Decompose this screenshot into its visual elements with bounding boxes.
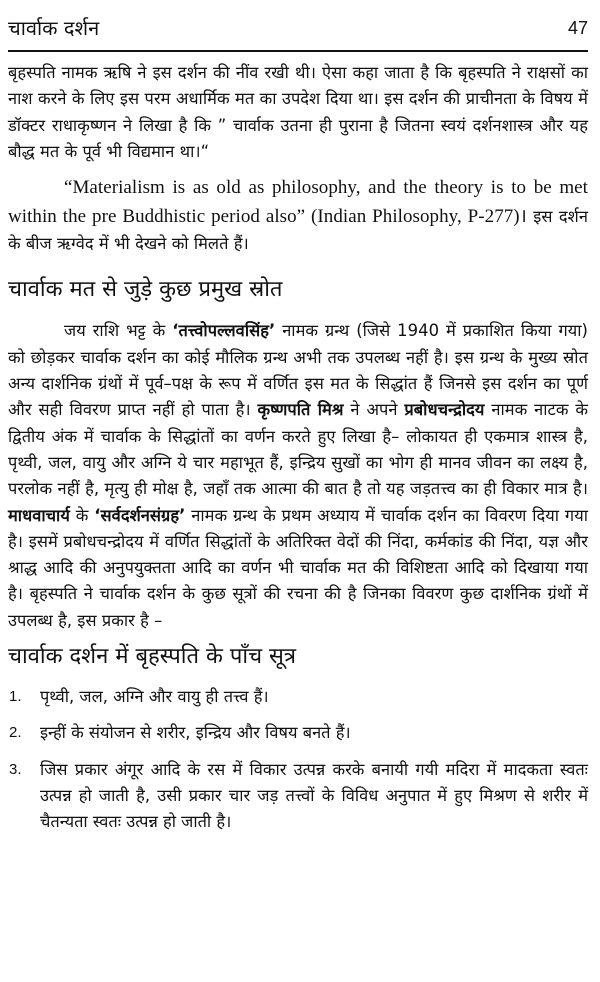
sources-text-1: जय राशि भट्ट के: [64, 321, 173, 341]
sources-bold-1: ‘तत्त्वोपल्लवसिंह’: [172, 321, 276, 341]
list-number: 2.: [9, 724, 22, 742]
sources-text-2: नामक ग्रन्थ (जिसे 1940 में प्रकाशित किया गया) को छोड़कर चार्वाक दर्शन का कोई मौलिक ग्रन्थ अभी तक उपलब्ध नहीं है। इस ग्रन्थ के मुख्य स्रोत अन्य दार्शनिक ग्रंथों में पूर्व–पक्ष के रूप में वर्णित इस मत के सिद्धांत हैं जिनसे इस दर्शन का पूर्ण और सही विवरण प्राप्त नहीं हो पाता है।: [8, 321, 588, 420]
running-title: चार्वाक दर्शन: [8, 16, 100, 40]
intro-paragraph: बृहस्पति नामक ऋषि ने इस दर्शन की नींव रखी थी। ऐसा कहा जाता है कि बृहस्पति ने राक्षसों का नाश करने के लिए इस परम अधार्मिक मत का उपदेश दिया था। इस दर्शन की प्राचीनता के विषय में डॉक्टर राधाकृष्णन ने लिखा है कि ” चार्वाक उतना ही पुराना है जितना स्वयं दर्शनशास्त्र और यह बौद्ध मत के पूर्व भी विद्यमान था।“: [8, 63, 588, 161]
quote-paragraph: [8, 173, 588, 257]
list-text: पृथ्वी, जल, अग्नि और वायु ही तत्त्व हैं।: [40, 687, 269, 707]
sources-bold-3: प्रबोधचन्द्रोदय: [404, 400, 485, 420]
section-heading-sutras: चार्वाक दर्शन में बृहस्पति के पाँच सूत्र: [8, 644, 297, 670]
quote-hindi-tail: इस दर्शन के बीज ऋग्वेद में भी देखने को मिलते हैं।: [8, 207, 588, 254]
sources-text-6: नामक ग्रन्थ के प्रथम अध्याय में चार्वाक दर्शन का विवरण दिया गया है। इसमें प्रबोधचन्द्रोदय में वर्णित सिद्धांतों के अतिरिक्त वेदों की निंदा, कर्मकांड की निंदा, यज्ञ और श्राद्ध आदि की अनुपयुक्तता आदि का वर्णन भी चार्वाक मत की विशिष्टता आदि को दिखाया गया है। बृहस्पति ने चार्वाक दर्शन के कुछ सूत्रों की रचना की है जिनका विवरण कुछ दार्शनिक ग्रंथों में उपलब्ध है, इस प्रकार है –: [8, 505, 588, 630]
sutra-list: [8, 684, 588, 835]
sources-paragraph: [8, 318, 588, 634]
sources-bold-4: माधवाचार्य: [8, 505, 70, 525]
list-number: 3.: [9, 760, 22, 778]
sources-text-4: नामक नाटक के द्वितीय अंक में चार्वाक के सिद्धांतों का वर्णन करते हुए लिखा है– लोकायत ही एकमात्र शास्त्र है, पृथ्वी, जल, वायु और अग्नि ये चार महाभूत हैं, इन्द्रिय सुखों का भोग ही मानव जीवन का लक्ष्य है, परलोक नहीं है, मृत्यु ही मोक्ष है, जहाँ तक आत्मा की बात है तो यह जड़तत्त्व का ही विकार मात्र है।: [8, 400, 588, 499]
sources-bold-5: ‘सर्वदर्शनसंग्रह’: [94, 505, 186, 525]
english-quote: “Materialism is as old as philosophy, and the theory is to be met within the pre Buddhistic period also” (Indian Philosophy, P-277)।: [8, 177, 588, 228]
list-text: जिस प्रकार अंगूर आदि के रस में विकार उत्पन्न करके बनायी गयी मदिरा में मादकता स्वतः उत्पन्न हो जाती है, उसी प्रकार चार जड़ तत्त्वों के विविध अनुपात में हुए मिश्रण से शरीर में चैतन्यता स्वतः उत्पन्न हो जाती है।: [40, 759, 588, 832]
page-number: 47: [567, 18, 588, 38]
section-heading-sources: चार्वाक मत से जुड़े कुछ प्रमुख स्रोत: [8, 277, 283, 303]
sources-text-3: ने अपने: [343, 400, 405, 420]
running-header: [8, 14, 588, 52]
list-item: [8, 757, 588, 836]
list-number: 1.: [9, 688, 22, 706]
sources-bold-2: कृष्णपति मिश्र: [257, 400, 344, 420]
list-text: इन्हीं के संयोजन से शरीर, इन्द्रिय और विषय बनते हैं।: [40, 723, 351, 743]
sources-text-5: के: [69, 505, 95, 525]
list-item: [8, 684, 588, 710]
list-item: [8, 720, 588, 746]
